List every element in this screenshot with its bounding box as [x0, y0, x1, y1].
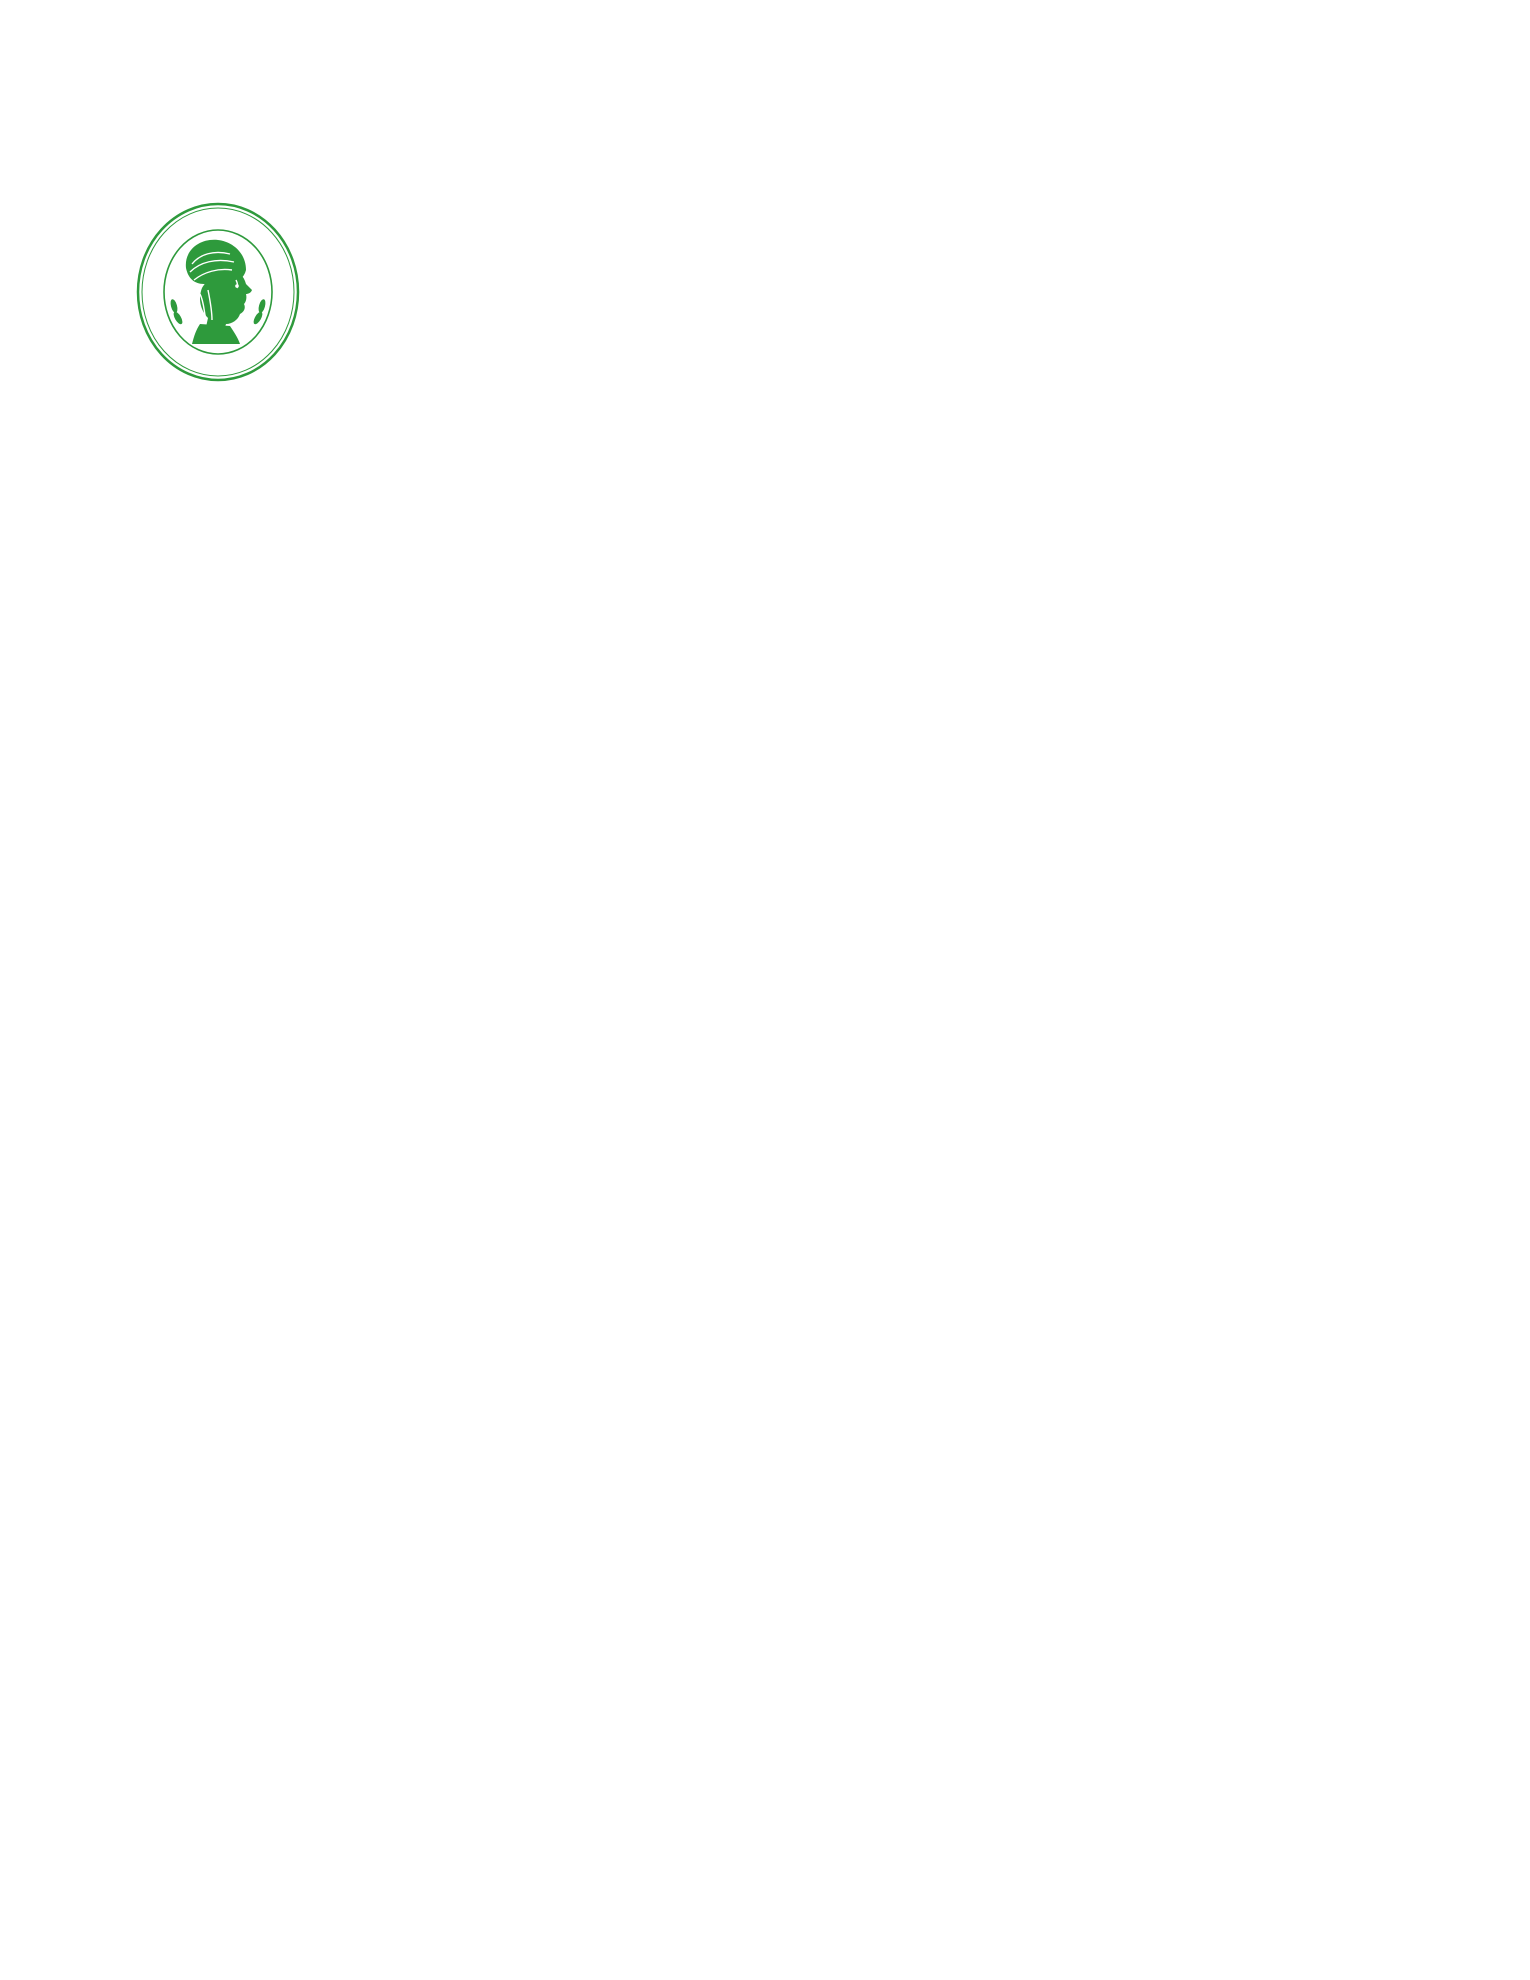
- university-seal-icon: [134, 198, 302, 383]
